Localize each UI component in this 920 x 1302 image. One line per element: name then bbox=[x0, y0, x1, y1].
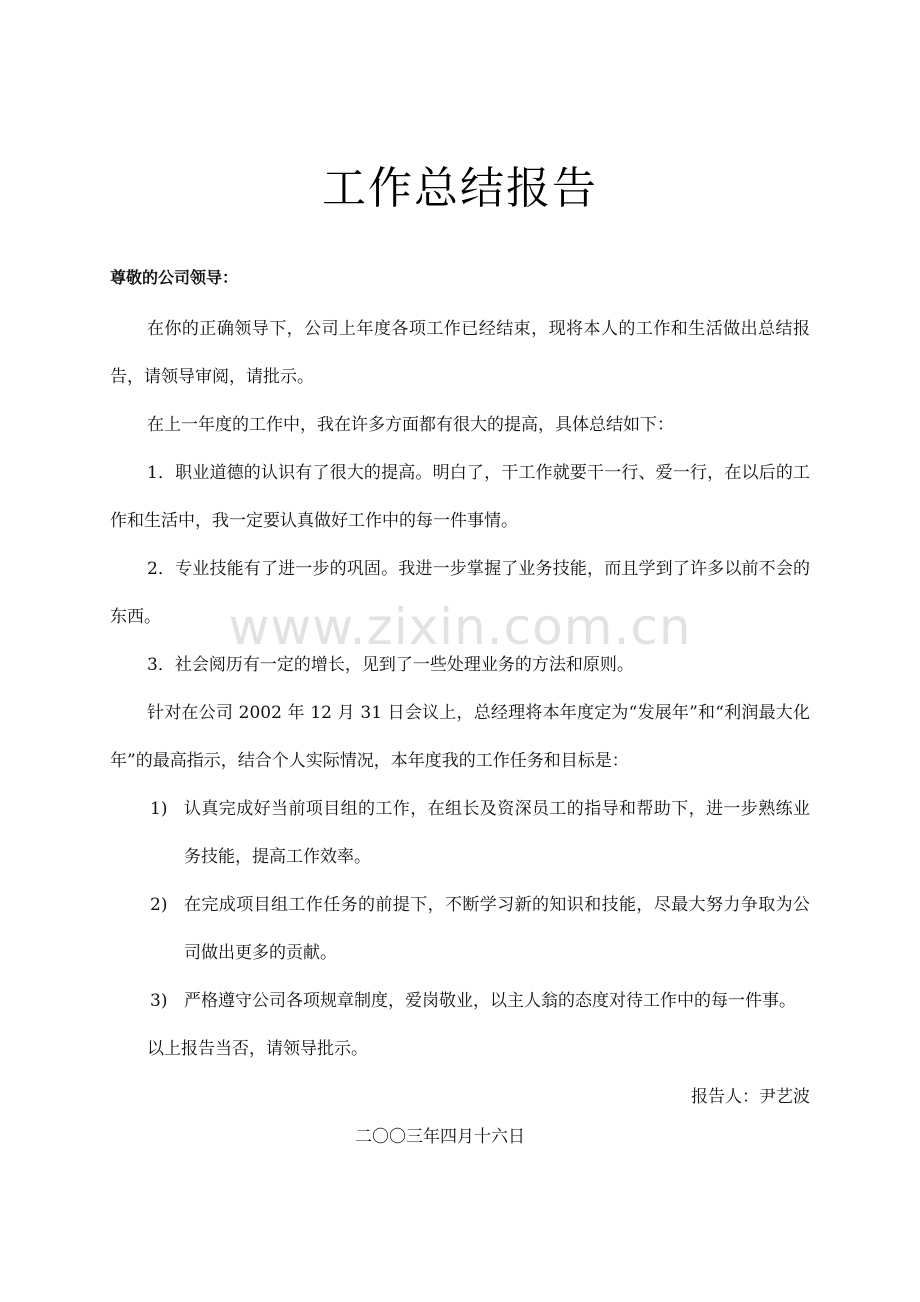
goal-text: 认真完成好当前项目组的工作，在组长及资深员工的指导和帮助下，进一步熟练业务技能，提高工作效率。 bbox=[184, 799, 810, 867]
paragraph-point-2 bbox=[110, 545, 810, 641]
paragraph-text: 在上一年度的工作中，我在许多方面都有很大的提高，具体总结如下： bbox=[147, 415, 674, 435]
paragraph-text: 1．职业道德的认识有了很大的提高。明白了，干工作就要干一行、爱一行，在以后的工作和生活中，我一定要认真做好工作中的每一件事情。 bbox=[110, 463, 810, 531]
goal-item bbox=[150, 977, 810, 1025]
paragraph-text: 针对在公司 2002 年 12 月 31 日会议上，总经理将本年度定为“发展年”和“利润最大化年”的最高指示，结合个人实际情况，本年度我的工作任务和目标是： bbox=[110, 703, 810, 771]
goal-number: 2) bbox=[150, 895, 168, 915]
report-date: 二〇〇三年四月十六日 bbox=[355, 1127, 525, 1147]
document-title: 工作总结报告 bbox=[322, 163, 598, 214]
goal-item bbox=[150, 881, 810, 977]
salutation: 尊敬的公司领导： bbox=[110, 268, 239, 287]
goal-text: 在完成项目组工作任务的前提下，不断学习新的知识和技能，尽最大努力争取为公司做出更多的贡献。 bbox=[184, 895, 810, 963]
paragraph-intro bbox=[110, 305, 810, 401]
goal-number: 1) bbox=[150, 799, 168, 819]
closing-paragraph bbox=[110, 1025, 810, 1073]
paragraph-point-1 bbox=[110, 449, 810, 545]
closing-text: 以上报告当否，请领导批示。 bbox=[147, 1039, 368, 1059]
paragraph-text: 在你的正确领导下，公司上年度各项工作已经结束，现将本人的工作和生活做出总结报告，请领导审阅，请批示。 bbox=[110, 319, 810, 387]
signature: 报告人：尹艺波 bbox=[691, 1087, 810, 1107]
goal-text: 严格遵守公司各项规章制度，爱岗敬业，以主人翁的态度对待工作中的每一件事。 bbox=[184, 991, 796, 1011]
watermark: www.zixin.com.cn bbox=[228, 598, 692, 656]
goal-item bbox=[150, 785, 810, 881]
paragraph-summary-lead bbox=[110, 401, 810, 449]
paragraph-goals-lead bbox=[110, 689, 810, 785]
goal-number: 3) bbox=[150, 991, 168, 1011]
paragraph-point-3 bbox=[110, 641, 810, 689]
paragraph-text: 3．社会阅历有一定的增长，见到了一些处理业务的方法和原则。 bbox=[147, 655, 634, 675]
paragraph-text: 2．专业技能有了进一步的巩固。我进一步掌握了业务技能，而且学到了许多以前不会的东西。 bbox=[110, 559, 810, 627]
